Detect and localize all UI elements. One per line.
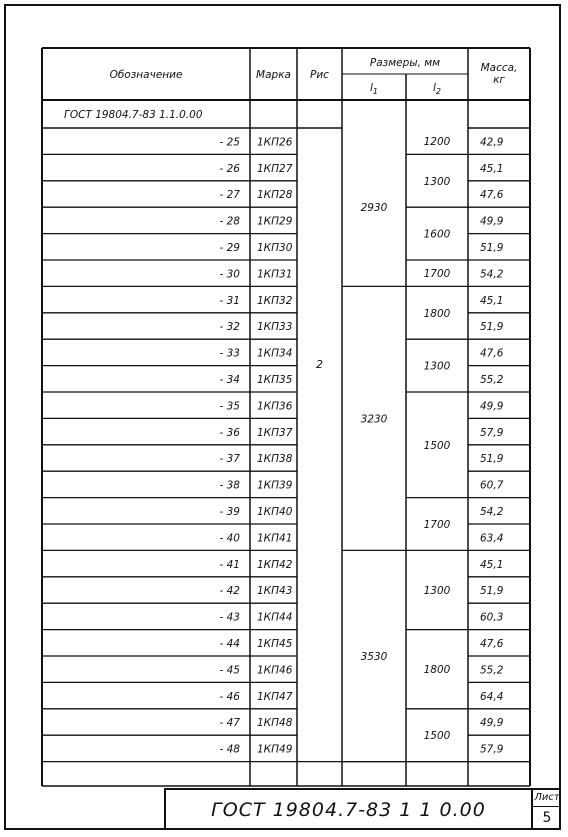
row-designation: - 43 [219, 611, 240, 624]
row-mass: 64,4 [480, 690, 504, 703]
row-mark: 1КП44 [257, 611, 293, 624]
l2-value: 1300 [423, 360, 451, 373]
row-designation: - 35 [219, 400, 240, 413]
row-designation: - 45 [219, 664, 240, 677]
row-mass: 45,1 [480, 558, 504, 571]
l2-value: 1300 [423, 175, 451, 188]
row-designation: - 26 [219, 162, 240, 175]
row-mass: 51,9 [480, 242, 504, 255]
title-block [164, 788, 531, 829]
row-designation: - 29 [219, 242, 240, 255]
row-designation: - 30 [219, 268, 240, 281]
l2-value: 1800 [423, 307, 451, 320]
l2-value: 1700 [423, 519, 451, 531]
row-mark: 1КП38 [257, 453, 293, 466]
figure-number: 2 [316, 358, 323, 372]
row-mark: 1КП41 [257, 532, 293, 545]
row-mass: 45,1 [480, 294, 504, 307]
row-mark: 1КП34 [257, 347, 293, 360]
row-mark: 1КП35 [257, 374, 293, 387]
l1-value: 3530 [360, 651, 388, 663]
row-mass: 51,9 [480, 321, 504, 334]
row-designation: - 47 [219, 717, 240, 730]
row-mark: 1КП29 [257, 215, 293, 228]
row-designation: - 36 [219, 426, 240, 439]
row-mass: 51,9 [480, 585, 504, 598]
header-l1: $l_1$ [369, 82, 379, 96]
row-mass: 63,4 [480, 532, 504, 545]
header-figure: Рис [310, 69, 329, 81]
row-mass: 54,2 [480, 506, 504, 519]
l2-value: 1500 [423, 730, 451, 743]
sheet-box [531, 788, 561, 829]
row-designation: - 32 [219, 321, 240, 334]
row-designation: - 40 [219, 532, 240, 545]
l2-value: 1200 [423, 136, 451, 149]
row-mass: 49,9 [480, 215, 504, 228]
gost-reference-row: ГОСТ 19804.7-83 1.1.0.00 [64, 109, 203, 121]
row-mark: 1КП31 [257, 268, 293, 281]
row-mark: 1КП26 [257, 136, 293, 149]
row-mass: 55,2 [480, 374, 504, 387]
row-mark: 1КП42 [257, 558, 293, 571]
row-mass: 60,7 [480, 479, 504, 492]
row-mass: 49,9 [480, 717, 504, 730]
row-mark: 1КП36 [257, 400, 293, 413]
header-mark: Марка [256, 69, 291, 81]
row-designation: - 42 [219, 585, 240, 598]
row-designation: - 27 [219, 189, 240, 202]
row-mark: 1КП30 [257, 242, 293, 255]
row-designation: - 38 [219, 479, 240, 492]
l2-value: 1300 [423, 585, 451, 597]
row-mark: 1КП48 [257, 717, 293, 730]
l2-value: 1800 [423, 664, 451, 677]
row-mass: 54,2 [480, 268, 504, 281]
row-mass: 51,9 [480, 453, 504, 466]
row-mass: 49,9 [480, 400, 504, 413]
row-mass: 55,2 [480, 664, 504, 677]
row-mass: 42,9 [480, 136, 504, 149]
l2-value: 1500 [423, 439, 451, 452]
l2-value: 1600 [423, 228, 451, 241]
row-mass: 47,6 [480, 638, 504, 651]
row-mark: 1КП37 [257, 426, 293, 439]
row-designation: - 39 [219, 506, 240, 519]
row-designation: - 33 [219, 347, 240, 360]
row-mass: 57,9 [480, 426, 504, 439]
row-designation: - 46 [219, 690, 240, 703]
header-l2: $l_2$ [432, 82, 442, 96]
row-mark: 1КП49 [257, 743, 293, 756]
header-designation: Обозначение [109, 69, 183, 81]
row-mark: 1КП46 [257, 664, 293, 677]
row-mass: 47,6 [480, 189, 504, 202]
row-mass: 45,1 [480, 162, 504, 175]
header-dimensions: Размеры, мм [369, 57, 441, 69]
l1-value: 2930 [360, 202, 388, 215]
row-designation: - 37 [219, 453, 240, 466]
header-mass-unit: кг [493, 74, 505, 86]
row-designation: - 25 [219, 136, 240, 149]
header-mass: Масса, [480, 62, 518, 74]
row-mark: 1КП39 [257, 479, 293, 492]
row-mark: 1КП45 [257, 638, 293, 651]
sheet-number: 5 [542, 810, 552, 826]
row-designation: - 48 [219, 743, 240, 756]
row-mark: 1КП33 [257, 321, 293, 334]
row-mark: 1КП28 [257, 189, 293, 202]
row-mass: 60,3 [480, 611, 504, 624]
row-mark: 1КП32 [257, 294, 293, 307]
row-mark: 1КП27 [257, 162, 293, 175]
row-designation: - 28 [219, 215, 240, 228]
row-mass: 47,6 [480, 347, 504, 360]
document-title: ГОСТ 19804.7-83 1 1 0.00 [211, 798, 486, 821]
row-designation: - 44 [219, 638, 240, 651]
row-mass: 57,9 [480, 743, 504, 756]
sheet-label: Лист [533, 790, 561, 807]
row-mark: 1КП40 [257, 506, 293, 519]
row-designation: - 31 [219, 294, 240, 307]
l1-value: 3230 [360, 413, 388, 426]
row-designation: - 41 [219, 558, 240, 571]
row-mark: 1КП43 [257, 585, 293, 598]
row-mark: 1КП47 [257, 690, 293, 703]
l2-value: 1700 [423, 268, 451, 281]
row-designation: - 34 [219, 374, 240, 387]
